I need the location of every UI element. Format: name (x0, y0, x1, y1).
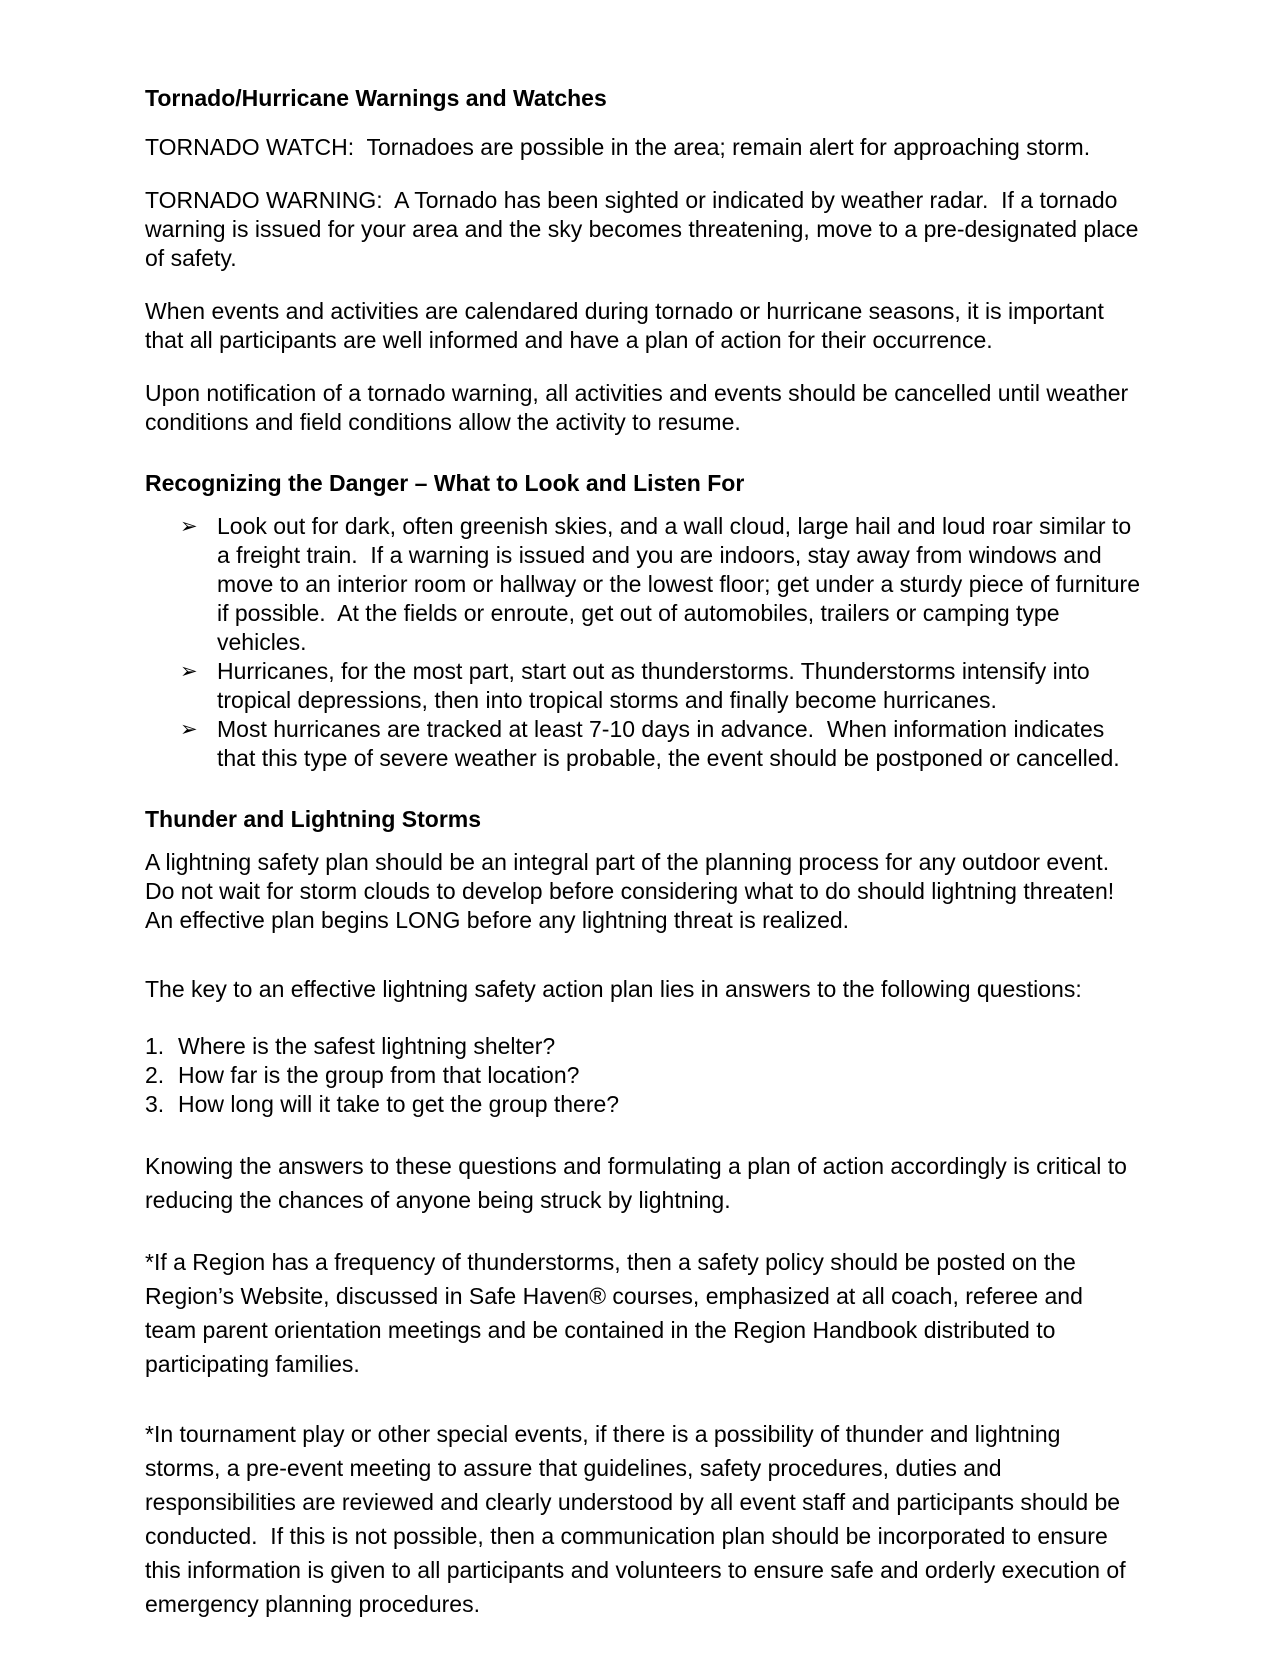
arrow-bullet-icon: ➢ (180, 660, 198, 683)
bullet-item-hurricanes-form (180, 657, 1140, 715)
paragraph-lightning-plan: A lightning safety plan should be an integral part of the planning process for any outdoor event. Do not wait for storm clouds to develop before considering what to do should lightning threaten! An effective plan begins LONG before any lightning threat is realized. (145, 849, 1126, 933)
list-number: 3. (145, 1091, 165, 1117)
paragraph-region-policy-note: *If a Region has a frequency of thunderstorms, then a safety policy should be posted on the Region’s Website, discussed in Safe Haven® courses, emphasized at all coach, referee and team parent orientation meetings and be contained in the Region Handbook distributed to participating families. (145, 1249, 1090, 1377)
paragraph-tournament-note: *In tournament play or other special events, if there is a possibility of thunder and lightning storms, a pre-event meeting to assure that guidelines, safety procedures, duties and responsibilities are reviewed and clearly understood by all event staff and participants should be conducted. If this is not possible, then a communication plan should be incorporated to ensure this information is given to all participants and volunteers to ensure safe and orderly execution of emergency planning procedures. (145, 1421, 1133, 1617)
question-text: Where is the safest lightning shelter? (178, 1033, 556, 1059)
bullet-text: Hurricanes, for the most part, start out as thunderstorms. Thunderstorms intensify into tropical depressions, then into tropical storms and finally become hurricanes. (217, 658, 1097, 713)
arrow-bullet-icon: ➢ (180, 718, 198, 741)
paragraph-key-questions: The key to an effective lightning safety action plan lies in answers to the following questions: (145, 976, 1082, 1002)
bullet-text: Look out for dark, often greenish skies, and a wall cloud, large hail and loud roar similar to a freight train. If a warning is issued and you are indoors, stay away from windows and move to an interior room or hallway or the lowest floor; get under a sturdy piece of furniture if possible. At the fields or enroute, get out of automobiles, trailers or camping type vehicles. (217, 513, 1147, 655)
section-heading-thunder-lightning: Thunder and Lightning Storms (145, 806, 482, 832)
list-number: 1. (145, 1033, 165, 1059)
question-item-shelter (145, 1032, 1140, 1061)
page-title: Tornado/Hurricane Warnings and Watches (145, 85, 607, 111)
list-number: 2. (145, 1062, 165, 1088)
lightning-questions-list (145, 1032, 1140, 1119)
paragraph-upon-notification: Upon notification of a tornado warning, all activities and events should be cancelled until weather conditions and field conditions allow the activity to resume. (145, 380, 1135, 435)
paragraph-knowing-answers: Knowing the answers to these questions and formulating a plan of action accordingly is critical to reducing the chances of anyone being struck by lightning. (145, 1153, 1134, 1213)
bullet-item-skies (180, 512, 1147, 657)
question-item-time (145, 1090, 1140, 1119)
paragraph-calendared-events: When events and activities are calendared during tornado or hurricane seasons, it is important that all participants are well informed and have a plan of action for their occurrence. (145, 298, 1111, 353)
question-text: How long will it take to get the group there? (178, 1091, 620, 1117)
section-heading-recognizing-danger: Recognizing the Danger – What to Look and Listen For (145, 470, 745, 496)
paragraph-tornado-watch: TORNADO WATCH: Tornadoes are possible in the area; remain alert for approaching storm. (145, 134, 1091, 160)
bullet-text: Most hurricanes are tracked at least 7-10 days in advance. When information indicates that this type of severe weather is probable, the event should be postponed or cancelled. (217, 716, 1120, 771)
arrow-bullet-icon: ➢ (180, 515, 198, 538)
bullet-item-hurricanes-tracked (180, 715, 1140, 773)
recognizing-danger-bullet-list (145, 512, 1147, 773)
question-item-distance (145, 1061, 1140, 1090)
paragraph-tornado-warning: TORNADO WARNING: A Tornado has been sighted or indicated by weather radar. If a tornado warning is issued for your area and the sky becomes threatening, move to a pre-designated place of safety. (145, 187, 1145, 271)
question-text: How far is the group from that location? (178, 1062, 580, 1088)
